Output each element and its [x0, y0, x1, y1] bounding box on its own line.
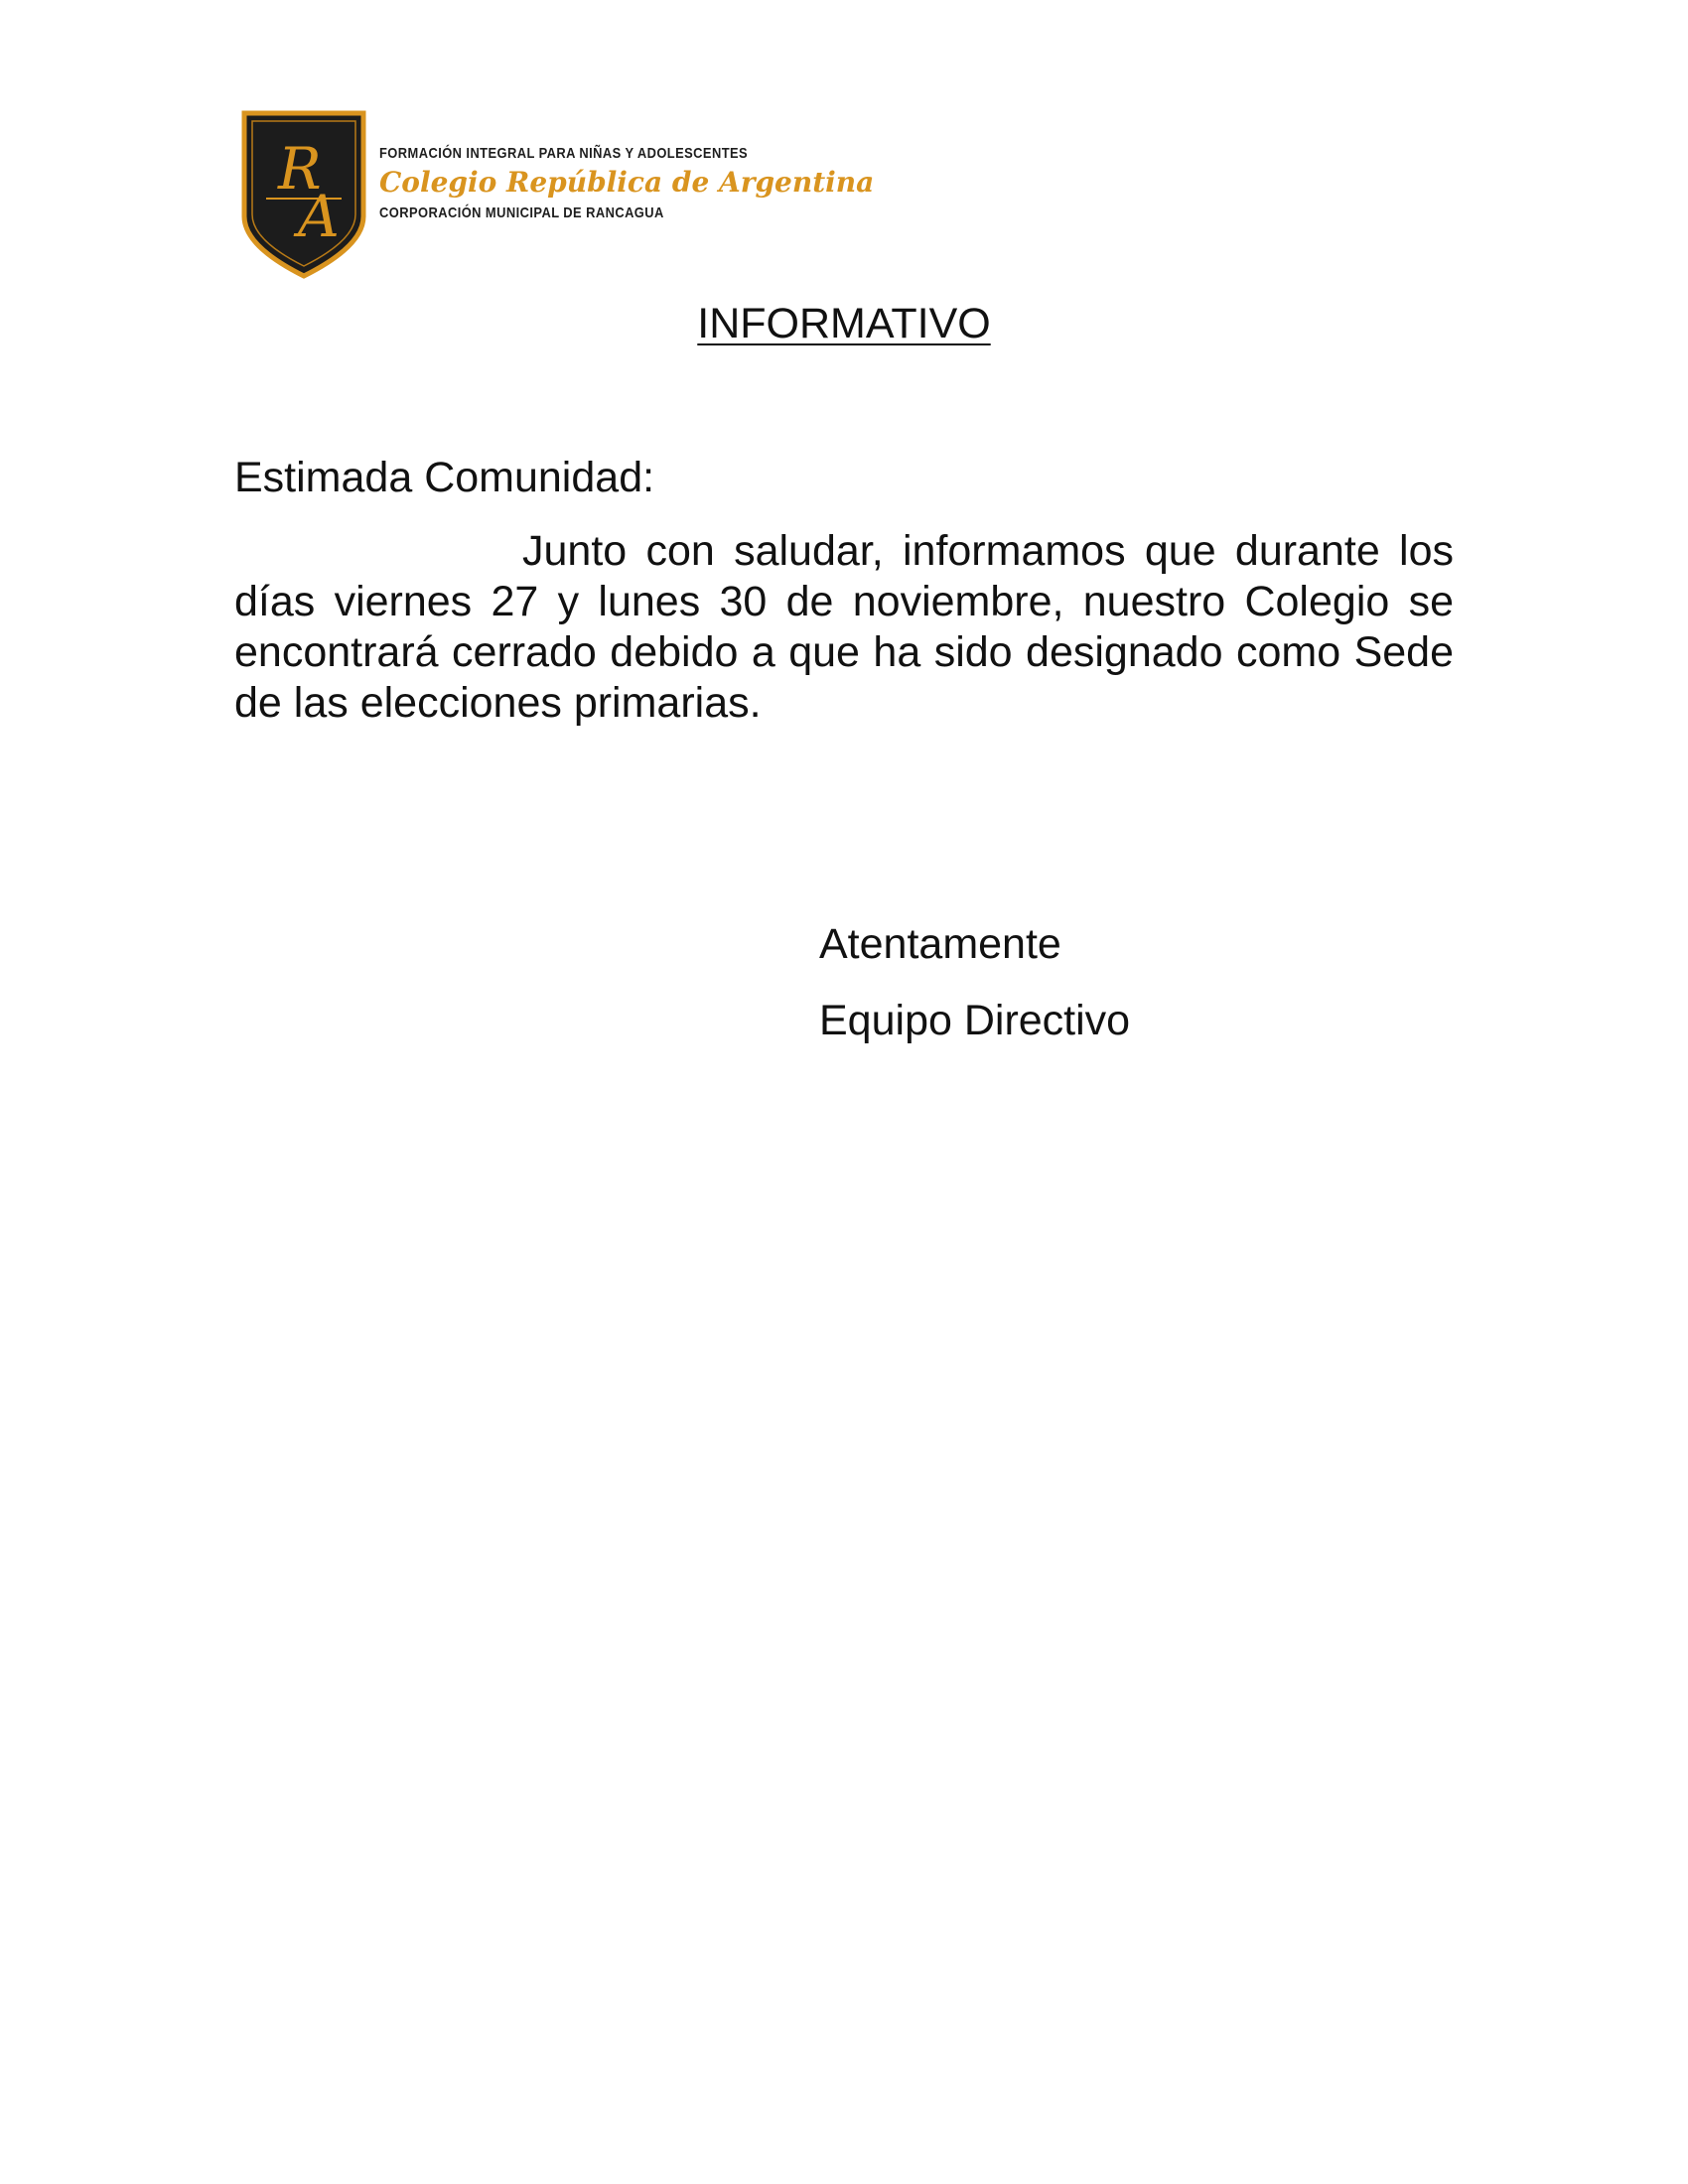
- svg-text:A: A: [298, 183, 340, 250]
- letterhead-corporation: CORPORACIÓN MUNICIPAL DE RANCAGUA: [379, 205, 664, 221]
- letterhead: [234, 107, 875, 286]
- school-name: Colegio República de Argentina: [379, 166, 875, 199]
- school-crest-logo: [234, 107, 373, 282]
- body-paragraph: Junto con saludar, informamos que durante los días viernes 27 y lunes 30 de noviembre, nuestro Colegio se encontrará cerrado debido a que ha sido designado como Sede de las elecciones primarias.: [234, 527, 1454, 727]
- closing-line: Atentamente: [819, 920, 1061, 968]
- document-title: INFORMATIVO: [697, 300, 991, 347]
- svg-text:R: R: [278, 135, 322, 203]
- letterhead-tagline: FORMACIÓN INTEGRAL PARA NIÑAS Y ADOLESCENTES: [379, 145, 749, 162]
- greeting-line: Estimada Comunidad:: [234, 454, 655, 501]
- signature-line: Equipo Directivo: [819, 997, 1131, 1044]
- letterhead-text: [379, 145, 875, 222]
